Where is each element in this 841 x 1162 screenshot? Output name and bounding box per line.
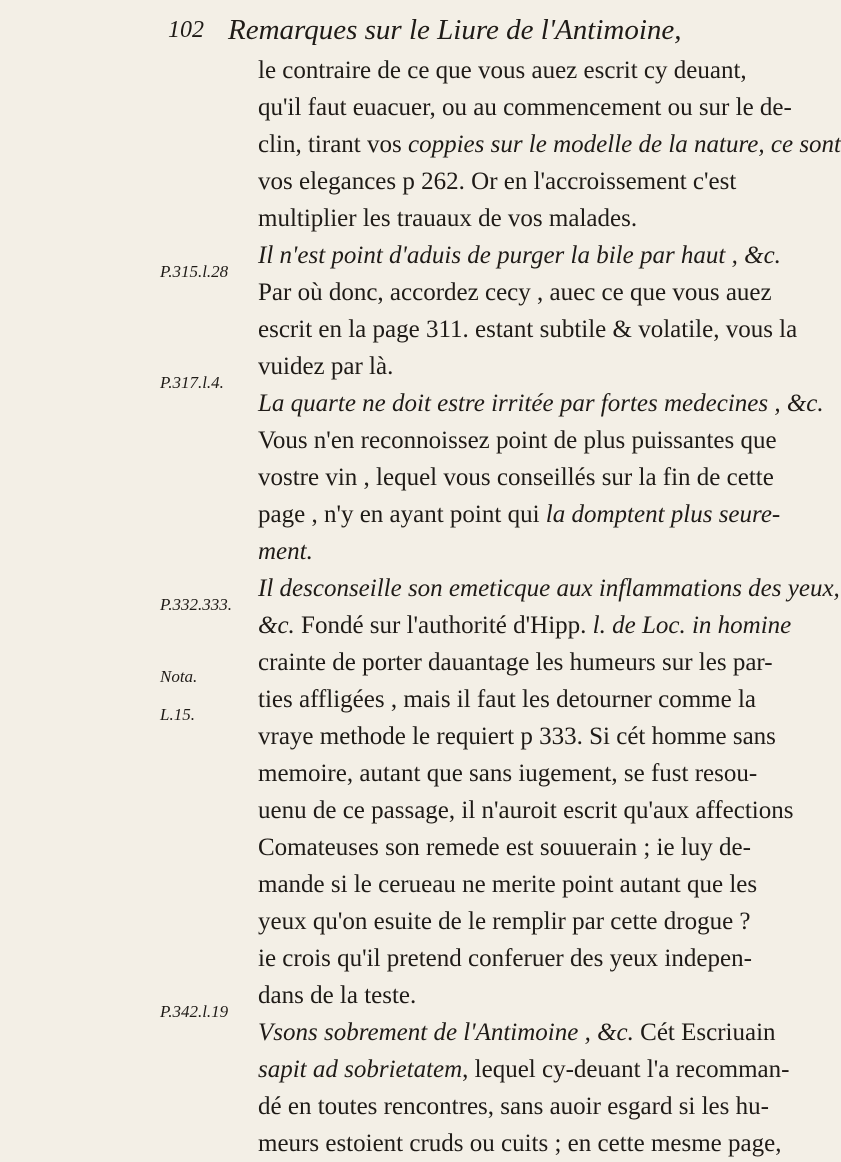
italic-text: &c. bbox=[258, 612, 295, 639]
roman-text: Par où donc, accordez cecy , auec ce que vous auez bbox=[258, 279, 772, 306]
text-line bbox=[258, 459, 788, 496]
text-body bbox=[258, 52, 841, 1162]
italic-text: Il desconseille son emeticque aux inflammations des yeux, bbox=[258, 575, 840, 602]
roman-text: page , n'y en ayant point qui bbox=[258, 501, 546, 528]
margin-note: P.342.l.19 bbox=[160, 1002, 229, 1021]
page-number: 102 bbox=[168, 17, 204, 43]
text-line bbox=[258, 977, 788, 1014]
text-line bbox=[258, 533, 788, 570]
roman-text: vuidez par là. bbox=[258, 353, 394, 380]
margin-note: L.15. bbox=[160, 705, 195, 724]
text-line bbox=[258, 940, 788, 977]
text-line bbox=[258, 681, 788, 718]
roman-text: memoire, autant que sans iugement, se fust resou- bbox=[258, 760, 758, 787]
running-title: Remarques sur le Liure de l'Antimoine, bbox=[228, 14, 682, 46]
italic-text: ment. bbox=[258, 538, 313, 565]
roman-text: vostre vin , lequel vous conseillés sur la fin de cette bbox=[258, 464, 774, 491]
roman-text: qu'il faut euacuer, ou au commencement ou sur le de- bbox=[258, 94, 792, 121]
margin-note: P.315.l.28 bbox=[160, 262, 229, 281]
text-line bbox=[258, 126, 841, 163]
text-line bbox=[258, 792, 794, 829]
roman-text: dé en toutes rencontres, sans auoir esgard si les hu- bbox=[258, 1093, 769, 1120]
margin-note: P.317.l.4. bbox=[160, 373, 224, 392]
roman-text: ties affligées , mais il faut les detourner comme la bbox=[258, 686, 756, 713]
page-header bbox=[168, 12, 688, 48]
roman-text: escrit en la page 311. estant subtile & volatile, vous la bbox=[258, 316, 798, 343]
italic-text: coppies sur le modelle de la nature bbox=[407, 131, 759, 158]
text-line bbox=[258, 644, 788, 681]
roman-text: multiplier les trauaux de vos malades. bbox=[258, 205, 638, 232]
italic-text: Vsons sobrement de l'Antimoine , &c. bbox=[258, 1019, 634, 1046]
roman-text: Comateuses son remede est souuerain ; ie luy de- bbox=[258, 834, 751, 861]
italic-text: La quarte ne doit estre irritée par fortes medecines , &c. bbox=[258, 390, 824, 417]
text-line bbox=[258, 866, 788, 903]
margin-note: P.332.333. bbox=[160, 595, 232, 614]
text-line bbox=[258, 496, 788, 533]
text-line bbox=[258, 903, 788, 940]
roman-text: yeux qu'on esuite de le remplir par cette drogue ? bbox=[258, 908, 751, 935]
text-line bbox=[258, 718, 788, 755]
roman-text: Vous n'en reconnoissez point de plus puissantes que bbox=[258, 427, 777, 454]
roman-text: vos elegances p 262. Or en l'accroissement c'est bbox=[258, 168, 737, 195]
roman-text: crainte de porter dauantage les humeurs sur les par- bbox=[258, 649, 773, 676]
text-line bbox=[258, 1125, 788, 1162]
text-line bbox=[258, 422, 788, 459]
italic-text: , ce sont bbox=[758, 131, 841, 158]
italic-text: l. de Loc. in homine bbox=[592, 612, 792, 639]
text-line bbox=[258, 607, 792, 644]
text-line bbox=[258, 163, 788, 200]
roman-text: mande si le cerueau ne merite point autant que les bbox=[258, 871, 758, 898]
roman-text: Fondé sur l'authorité d'Hipp. bbox=[294, 612, 593, 639]
text-line bbox=[258, 200, 788, 237]
margin-note: Nota. bbox=[160, 667, 198, 686]
roman-text: le contraire de ce que vous auez escrit cy deuant, bbox=[258, 57, 747, 84]
text-line bbox=[258, 1014, 788, 1051]
italic-text: sapit ad sobrietatem bbox=[258, 1056, 463, 1083]
roman-text: clin, tirant vos bbox=[258, 131, 408, 158]
text-line bbox=[258, 755, 788, 792]
text-line bbox=[258, 89, 792, 126]
roman-text: dans de la teste. bbox=[258, 982, 417, 1009]
text-line bbox=[258, 1051, 788, 1088]
roman-text: uenu de ce passage, il n'auroit escrit qu'aux affections bbox=[258, 797, 794, 824]
roman-text: vraye methode le requiert p 333. Si cét homme sans bbox=[258, 723, 776, 750]
text-line bbox=[258, 237, 788, 274]
roman-text: , lequel cy-deuant l'a recomman- bbox=[462, 1056, 790, 1083]
italic-text: la domptent plus seure- bbox=[545, 501, 781, 528]
text-line bbox=[258, 829, 788, 866]
text-line bbox=[258, 311, 798, 348]
text-line bbox=[258, 1088, 788, 1125]
text-line bbox=[258, 52, 788, 89]
roman-text: meurs estoient cruds ou cuits ; en cette mesme page, bbox=[258, 1130, 782, 1157]
text-line bbox=[258, 274, 788, 311]
italic-text: Il n'est point d'aduis de purger la bile par haut , &c. bbox=[258, 242, 781, 269]
text-line bbox=[258, 570, 840, 607]
text-line bbox=[258, 385, 824, 422]
roman-text: ie crois qu'il pretend conferuer des yeux indepen- bbox=[258, 945, 752, 972]
text-line bbox=[258, 348, 788, 385]
roman-text: Cét Escriuain bbox=[633, 1019, 776, 1046]
